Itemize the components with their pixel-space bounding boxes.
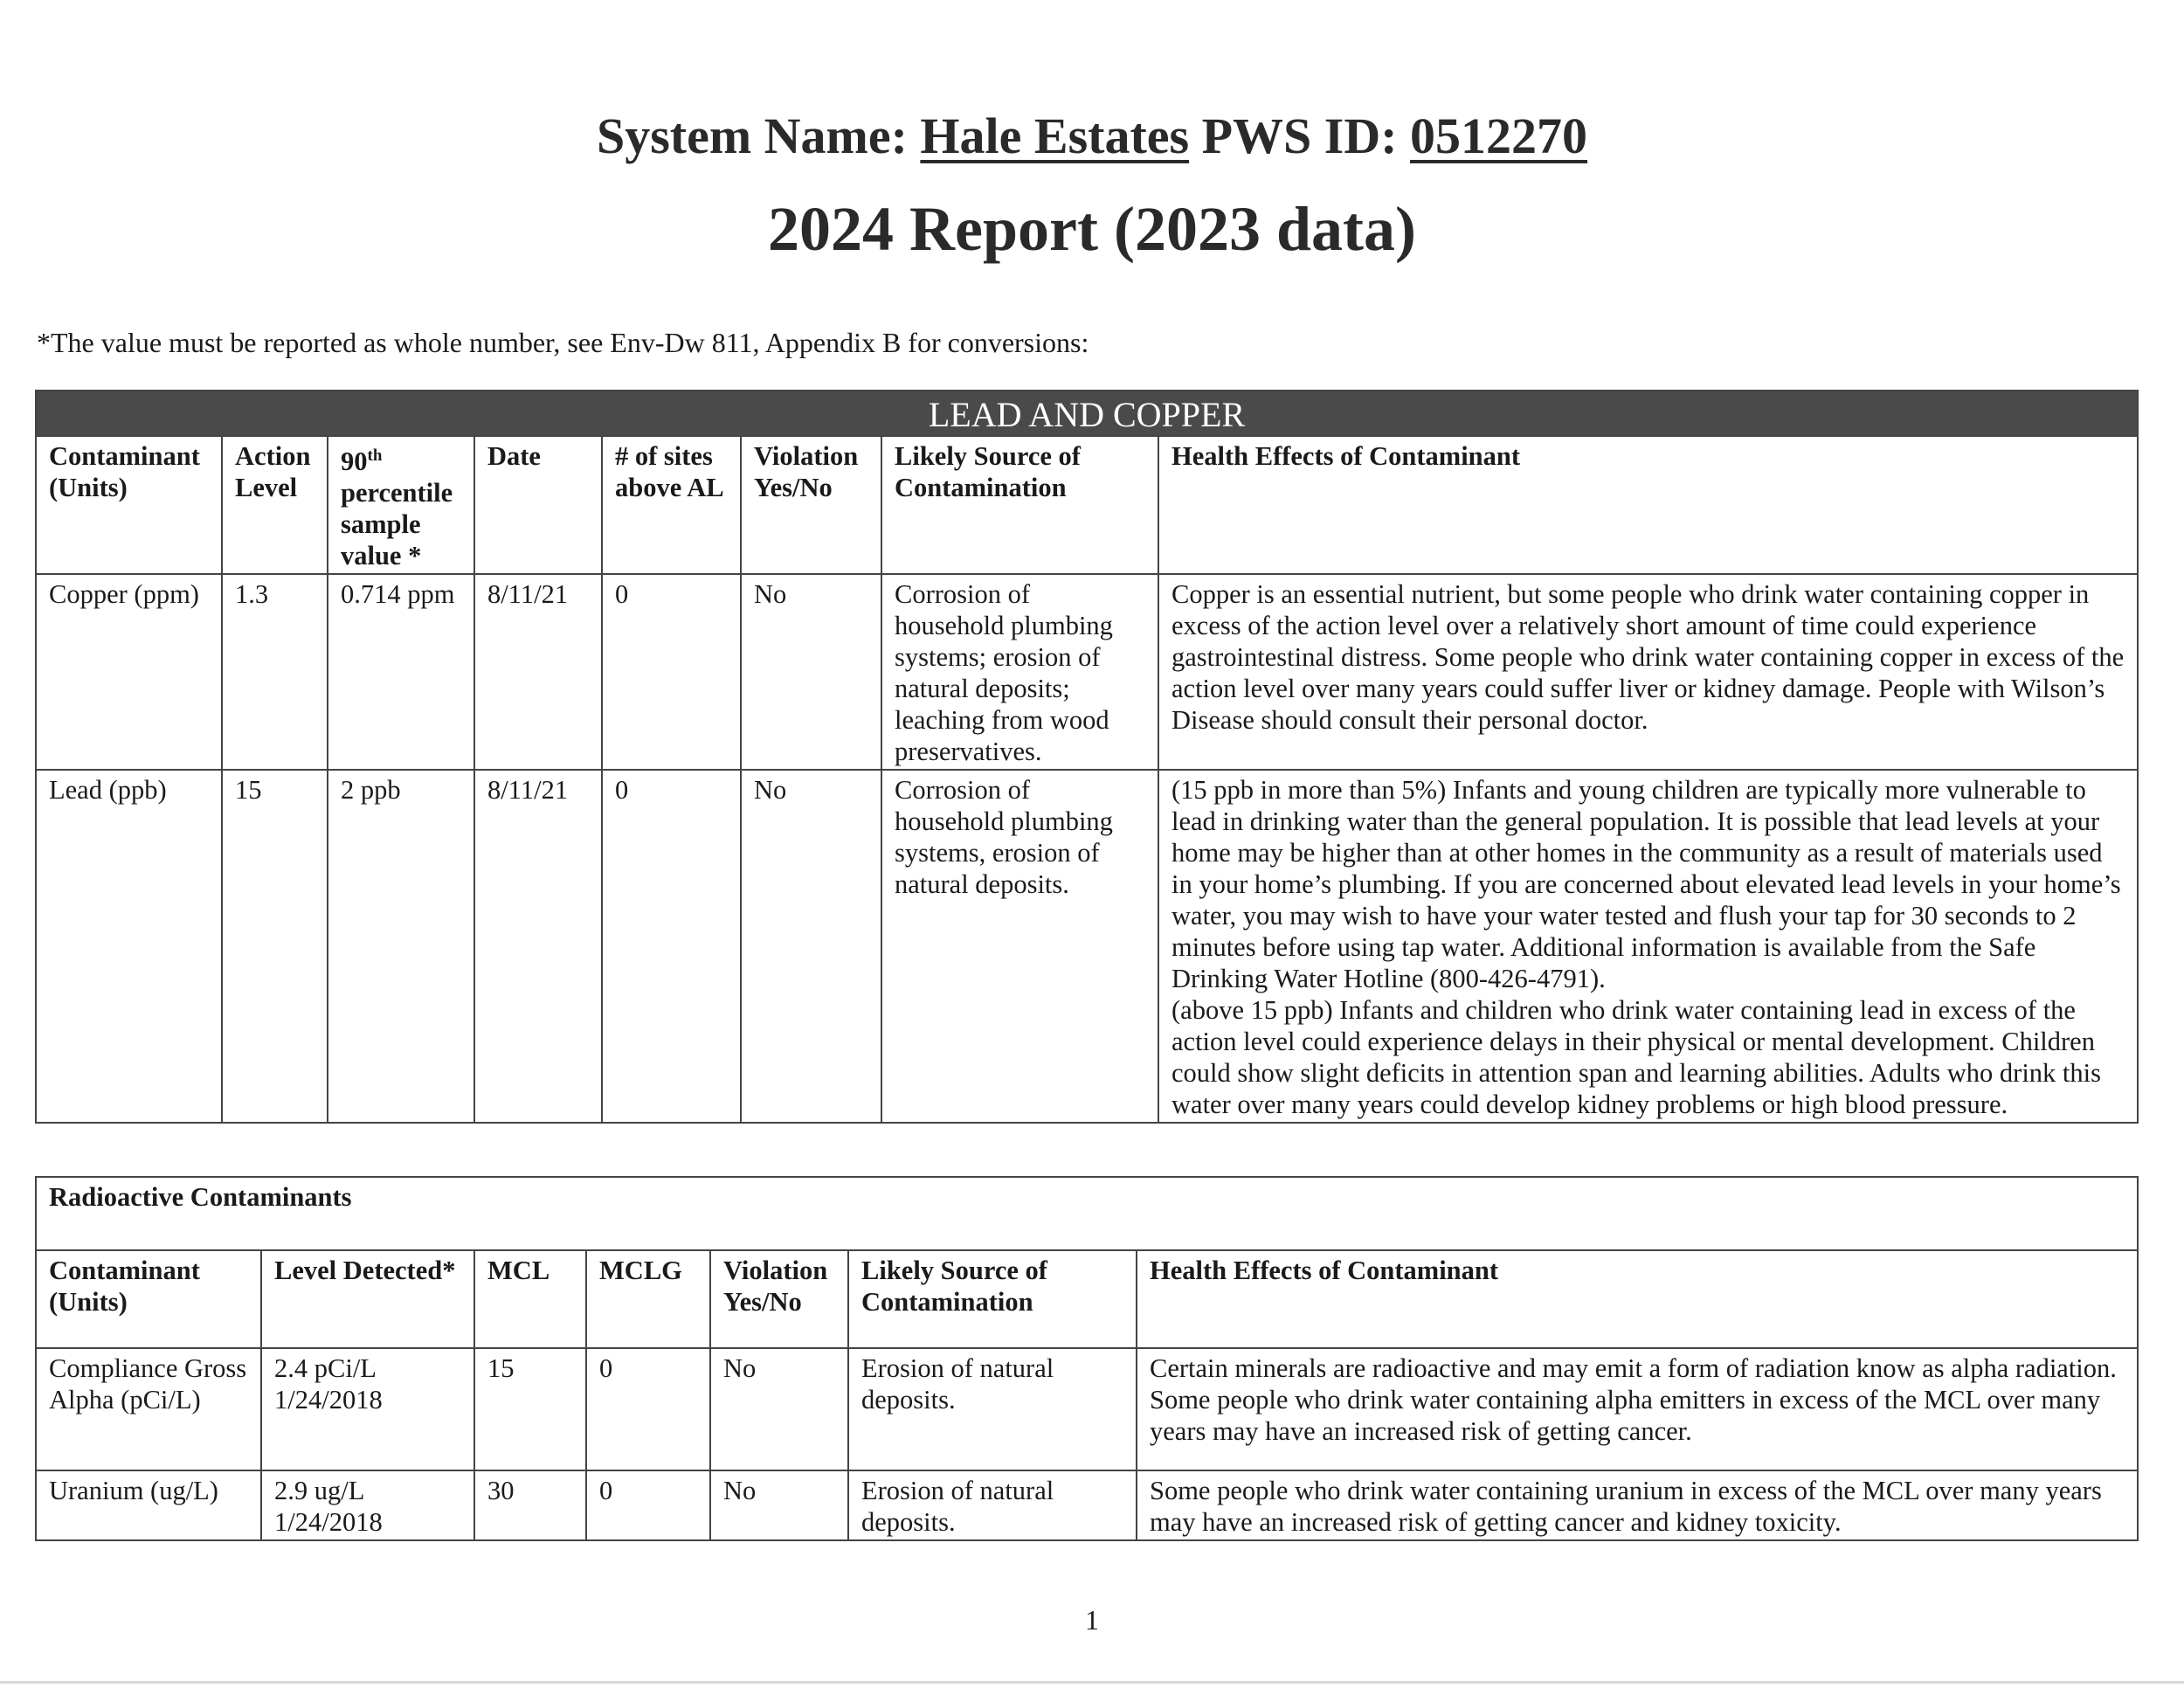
cell-level-detected (261, 1348, 474, 1470)
cell-violation: No (710, 1470, 848, 1540)
header-violation: Violation Yes/No (710, 1250, 848, 1348)
pws-label: PWS ID: (1201, 107, 1398, 164)
cell-level-detected (261, 1470, 474, 1540)
health-text-15ppb: (15 ppb in more than 5%) Infants and young children are typically more vulnerable to lead in drinking water than the general population. It is possible that lead levels at your home may be higher than at other homes in the community as a result of materials used in your home’s plumbing. If you are concerned about elevated lead levels in your home’s water, you may wish to have your water tested and flush your tap for 30 seconds to 2 minutes before using tap water. Additional information is available from the Safe Drinking Water Hotline (800-426-4791). (1171, 775, 2121, 994)
header-sites: # of sites above AL (602, 436, 741, 574)
header-percentile-sup: th (367, 446, 383, 465)
level-value: 2.4 pCi/L (274, 1353, 377, 1383)
cell-health: Copper is an essential nutrient, but some people who drink water containing copper in excess of the action level over a relatively short amount of time could experience gastrointestinal distress. Some people who drink water containing copper in excess of the action level over many years could suffer liver or kidney damage. People with Wilson’s Disease should consult their personal doctor. (1158, 574, 2138, 770)
cell-percentile: 0.714 ppm (328, 574, 474, 770)
header-source: Likely Source of Contamination (848, 1250, 1137, 1348)
lead-copper-table (35, 390, 2139, 1124)
header-level-detected: Level Detected* (261, 1250, 474, 1348)
system-title (0, 105, 2184, 168)
page-number: 1 (1085, 1604, 1099, 1636)
cell-source: Corrosion of household plumbing systems, erosion of natural deposits. (881, 770, 1158, 1123)
system-name: Hale Estates (920, 107, 1190, 164)
header-action-level: Action Level (222, 436, 328, 574)
cell-date: 8/11/21 (474, 770, 602, 1123)
cell-health: Some people who drink water containing uranium in excess of the MCL over many years may have an increased risk of getting cancer and kidney toxicity. (1137, 1470, 2138, 1540)
cell-date: 8/11/21 (474, 574, 602, 770)
lead-copper-header-row (36, 436, 2138, 574)
header-violation: Violation Yes/No (741, 436, 881, 574)
cell-contaminant: Copper (ppm) (36, 574, 222, 770)
header-contaminant: Contaminant (Units) (36, 1250, 261, 1348)
cell-violation: No (741, 574, 881, 770)
conversion-note: *The value must be reported as whole number, see Env-Dw 811, Appendix B for conversions: (37, 327, 1089, 358)
cell-contaminant: Lead (ppb) (36, 770, 222, 1123)
header-source: Likely Source of Contamination (881, 436, 1158, 574)
table-row (36, 770, 2138, 1123)
header-contaminant: Contaminant (Units) (36, 436, 222, 574)
report-title: 2024 Report (2023 data) (768, 194, 1416, 264)
cell-mcl: 30 (474, 1470, 586, 1540)
cell-violation: No (710, 1348, 848, 1470)
system-label: System Name: (596, 107, 908, 164)
table-row (36, 1348, 2138, 1470)
header-percentile-text: percentile sample value * (341, 478, 453, 571)
cell-mcl: 15 (474, 1348, 586, 1470)
header-date: Date (474, 436, 602, 574)
pws-id: 0512270 (1410, 107, 1588, 164)
cell-health (1158, 770, 2138, 1123)
cell-sites: 0 (602, 770, 741, 1123)
header-health: Health Effects of Contaminant (1158, 436, 2138, 574)
cell-source: Corrosion of household plumbing systems; erosion of natural deposits; leaching from wood preservatives. (881, 574, 1158, 770)
cell-sites: 0 (602, 574, 741, 770)
cell-mclg: 0 (586, 1348, 710, 1470)
lead-copper-banner: LEAD AND COPPER (36, 391, 2138, 436)
level-value: 2.9 ug/L (274, 1476, 365, 1505)
cell-mclg: 0 (586, 1470, 710, 1540)
radioactive-section-title: Radioactive Contaminants (36, 1177, 2138, 1250)
cell-action-level: 15 (222, 770, 328, 1123)
table-row (36, 574, 2138, 770)
header-mcl: MCL (474, 1250, 586, 1348)
cell-contaminant: Uranium (ug/L) (36, 1470, 261, 1540)
cell-percentile: 2 ppb (328, 770, 474, 1123)
radioactive-header-row (36, 1250, 2138, 1348)
table-row (36, 1470, 2138, 1540)
header-percentile-number: 90 (341, 446, 368, 477)
cell-health: Certain minerals are radioactive and may emit a form of radiation know as alpha radiation. Some people who drink water containing alpha emitters in excess of the MCL over many years may have an increased risk of getting cancer. (1137, 1348, 2138, 1470)
cell-source: Erosion of natural deposits. (848, 1348, 1137, 1470)
cell-contaminant: Compliance Gross Alpha (pCi/L) (36, 1348, 261, 1470)
radioactive-table (35, 1176, 2139, 1541)
header-percentile (328, 436, 474, 574)
health-text-above-15ppb: (above 15 ppb) Infants and children who drink water containing lead in excess of the action level could experience delays in their physical or mental development. Children could show slight deficits in attention span and learning abilities. Adults who drink this water over many years could develop kidney problems or high blood pressure. (1171, 995, 2101, 1120)
page-edge-divider (0, 1681, 2184, 1684)
level-date: 1/24/2018 (274, 1507, 383, 1537)
header-mclg: MCLG (586, 1250, 710, 1348)
level-date: 1/24/2018 (274, 1385, 383, 1415)
cell-action-level: 1.3 (222, 574, 328, 770)
cell-source: Erosion of natural deposits. (848, 1470, 1137, 1540)
header-health: Health Effects of Contaminant (1137, 1250, 2138, 1348)
cell-violation: No (741, 770, 881, 1123)
